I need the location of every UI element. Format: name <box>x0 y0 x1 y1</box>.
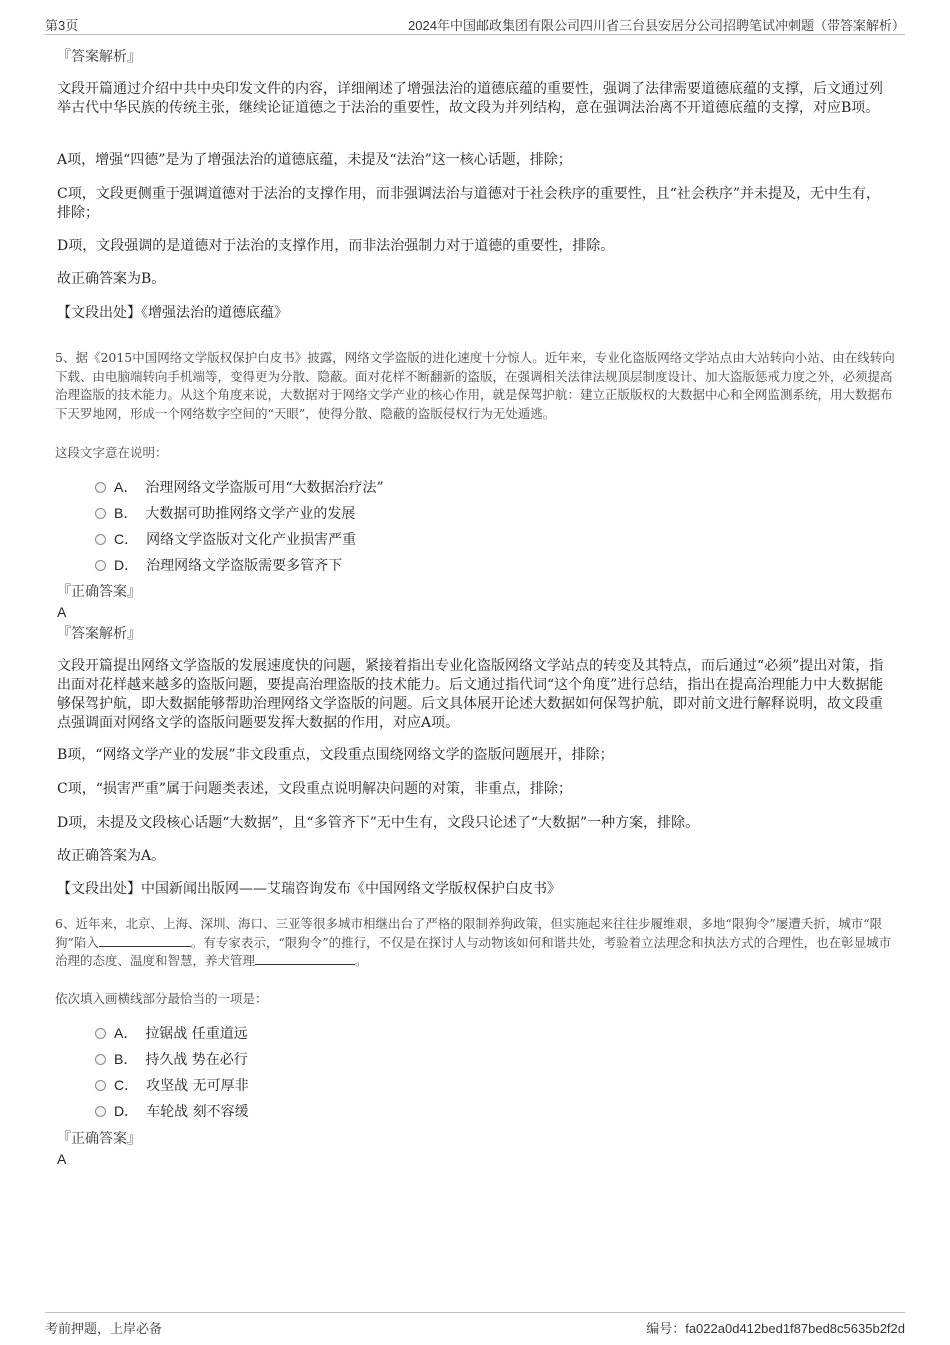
q5-conclusion: 故正确答案为A。 <box>57 848 166 864</box>
q6-answer-label: 『正确答案』 <box>57 1131 141 1147</box>
radio-button-icon[interactable] <box>95 560 106 571</box>
radio-button-icon[interactable] <box>95 1080 106 1091</box>
footer-slogan: 考前押题，上岸必备 <box>45 1321 163 1336</box>
radio-button-icon[interactable] <box>95 1106 106 1117</box>
page-footer <box>45 1312 905 1341</box>
prev-analysis-label: 『答案解析』 <box>57 49 141 65</box>
q5-source: 【文段出处】中国新闻出版网——艾瑞咨询发布《中国网络文学版权保护白皮书》 <box>57 881 561 897</box>
q6-stem: 6、近年来，北京、上海、深圳、海口、三亚等很多城市相继出台了严格的限制养狗政策，但实施起来往往步履维艰，多地“限狗令”屡遭夭折，城市“限狗”陷入 。有专家表示，“限狗令”的推行，不仅是在探讨人与动物该如何和谐共处，考验着立法理念和执法方式的合理性，也在彰显城市治理的态度、温度和智慧，养犬管理 。 <box>55 916 892 968</box>
q6-option-d[interactable]: D． 车轮战 刻不容缓 <box>95 1102 249 1121</box>
q6-prompt: 依次填入画横线部分最恰当的一项是： <box>55 991 268 1006</box>
prev-conclusion: 故正确答案为B。 <box>57 271 166 287</box>
radio-button-icon[interactable] <box>95 482 106 493</box>
q5-option-c[interactable]: C． 网络文学盗版对文化产业损害严重 <box>95 530 356 549</box>
q6-option-c[interactable]: C． 攻坚战 无可厚非 <box>95 1076 249 1095</box>
page-number: 第3页 <box>45 18 79 33</box>
q5-option-a[interactable]: A． 治理网络文学盗版可用“大数据治疗法” <box>95 478 384 497</box>
prev-option-d-note: D项，文段强调的是道德对于法治的支撑作用，而非法治强制力对于道德的重要性，排除。 <box>57 238 615 254</box>
document-id: 编号：fa022a0d412bed1f87bed8c5635b2f2d <box>646 1321 905 1336</box>
q5-stem: 5、据《2015中国网络文学版权保护白皮书》披露，网络文学盗版的进化速度十分惊人。近年来，专业化盗版网络文学站点由大站转向小站、由在线转向下载、由电脑端转向手机端等，变得更为分散、隐蔽。面对花样不断翻新的盗版，在强调相关法律法规顶层制度设计、加大盗版惩戒力度之外，必须提高治理盗版的技术能力。从这个角度来说，大数据对于网络文学产业的核心作用，就是保驾护航：建立正版版权的大数据中心和全网监测系统，用大数据布下天罗地网，形成一个网络数字空间的“天眼”，使得分散、隐蔽的盗版侵权行为无处遁逃。 <box>55 350 895 421</box>
radio-button-icon[interactable] <box>95 1028 106 1039</box>
q5-answer-label: 『正确答案』 <box>57 584 141 600</box>
q5-option-c-note: C项，“损害严重”属于问题类表述，文段重点说明解决问题的对策，非重点，排除； <box>57 781 573 797</box>
q5-option-b[interactable]: B． 大数据可助推网络文学产业的发展 <box>95 504 355 523</box>
prev-source: 【文段出处】《增强法治的道德底蕴》 <box>57 305 288 321</box>
radio-button-icon[interactable] <box>95 1054 106 1065</box>
q5-option-d[interactable]: D． 治理网络文学盗版需要多管齐下 <box>95 556 342 575</box>
q5-analysis-text: 文段开篇提出网络文学盗版的发展速度快的问题，紧接着指出专业化盗版网络文学站点的转变及其特点，而后通过“必须”提出对策，指出面对花样越来越多的盗版问题，要提高治理盗版的技术能力。后文通过指代词“这个角度”进行总结，指出在提高治理能力中大数据能够保驾护航，即大数据能够帮助治理网络文学盗版的问题。后文具体展开论述大数据如何保驾护航，即对前文进行解释说明，故文段重点强调面对网络文学的盗版问题要发挥大数据的作用，对应A项。 <box>57 658 884 731</box>
q6-option-a[interactable]: A． 拉锯战 任重道远 <box>95 1024 248 1043</box>
page-header <box>45 12 905 35</box>
q5-prompt: 这段文字意在说明： <box>55 445 168 460</box>
q6-answer: A <box>57 1151 67 1167</box>
q6-blank-1 <box>99 934 191 947</box>
document-title: 2024年中国邮政集团有限公司四川省三台县安居分公司招聘笔试冲刺题（带答案解析） <box>408 18 905 33</box>
q6-option-b[interactable]: B． 持久战 势在必行 <box>95 1050 248 1069</box>
q6-blank-2 <box>255 952 355 965</box>
radio-button-icon[interactable] <box>95 508 106 519</box>
q5-answer: A <box>57 604 67 620</box>
q5-option-b-note: B项，“网络文学产业的发展”非文段重点，文段重点围绕网络文学的盗版问题展开，排除； <box>57 747 614 763</box>
radio-button-icon[interactable] <box>95 534 106 545</box>
prev-option-a-note: A项，增强“四德”是为了增强法治的道德底蕴，未提及“法治”这一核心话题，排除； <box>57 152 572 168</box>
prev-analysis-text: 文段开篇通过介绍中共中央印发文件的内容，详细阐述了增强法治的道德底蕴的重要性，强调了法律需要道德底蕴的支撑，后文通过列举古代中华民族的传统主张，继续论证道德之于法治的重要性，故文段为并列结构，意在强调法治离不开道德底蕴的支撑，对应B项。 <box>57 81 883 116</box>
q5-option-d-note: D项，未提及文段核心话题“大数据”，且“多管齐下”无中生有，文段只论述了“大数据”一种方案，排除。 <box>57 815 700 831</box>
prev-option-c-note: C项，文段更侧重于强调道德对于法治的支撑作用，而非强调法治与道德对于社会秩序的重要性，且“社会秩序”并未提及，无中生有，排除； <box>57 186 881 221</box>
q5-analysis-label: 『答案解析』 <box>57 626 141 642</box>
